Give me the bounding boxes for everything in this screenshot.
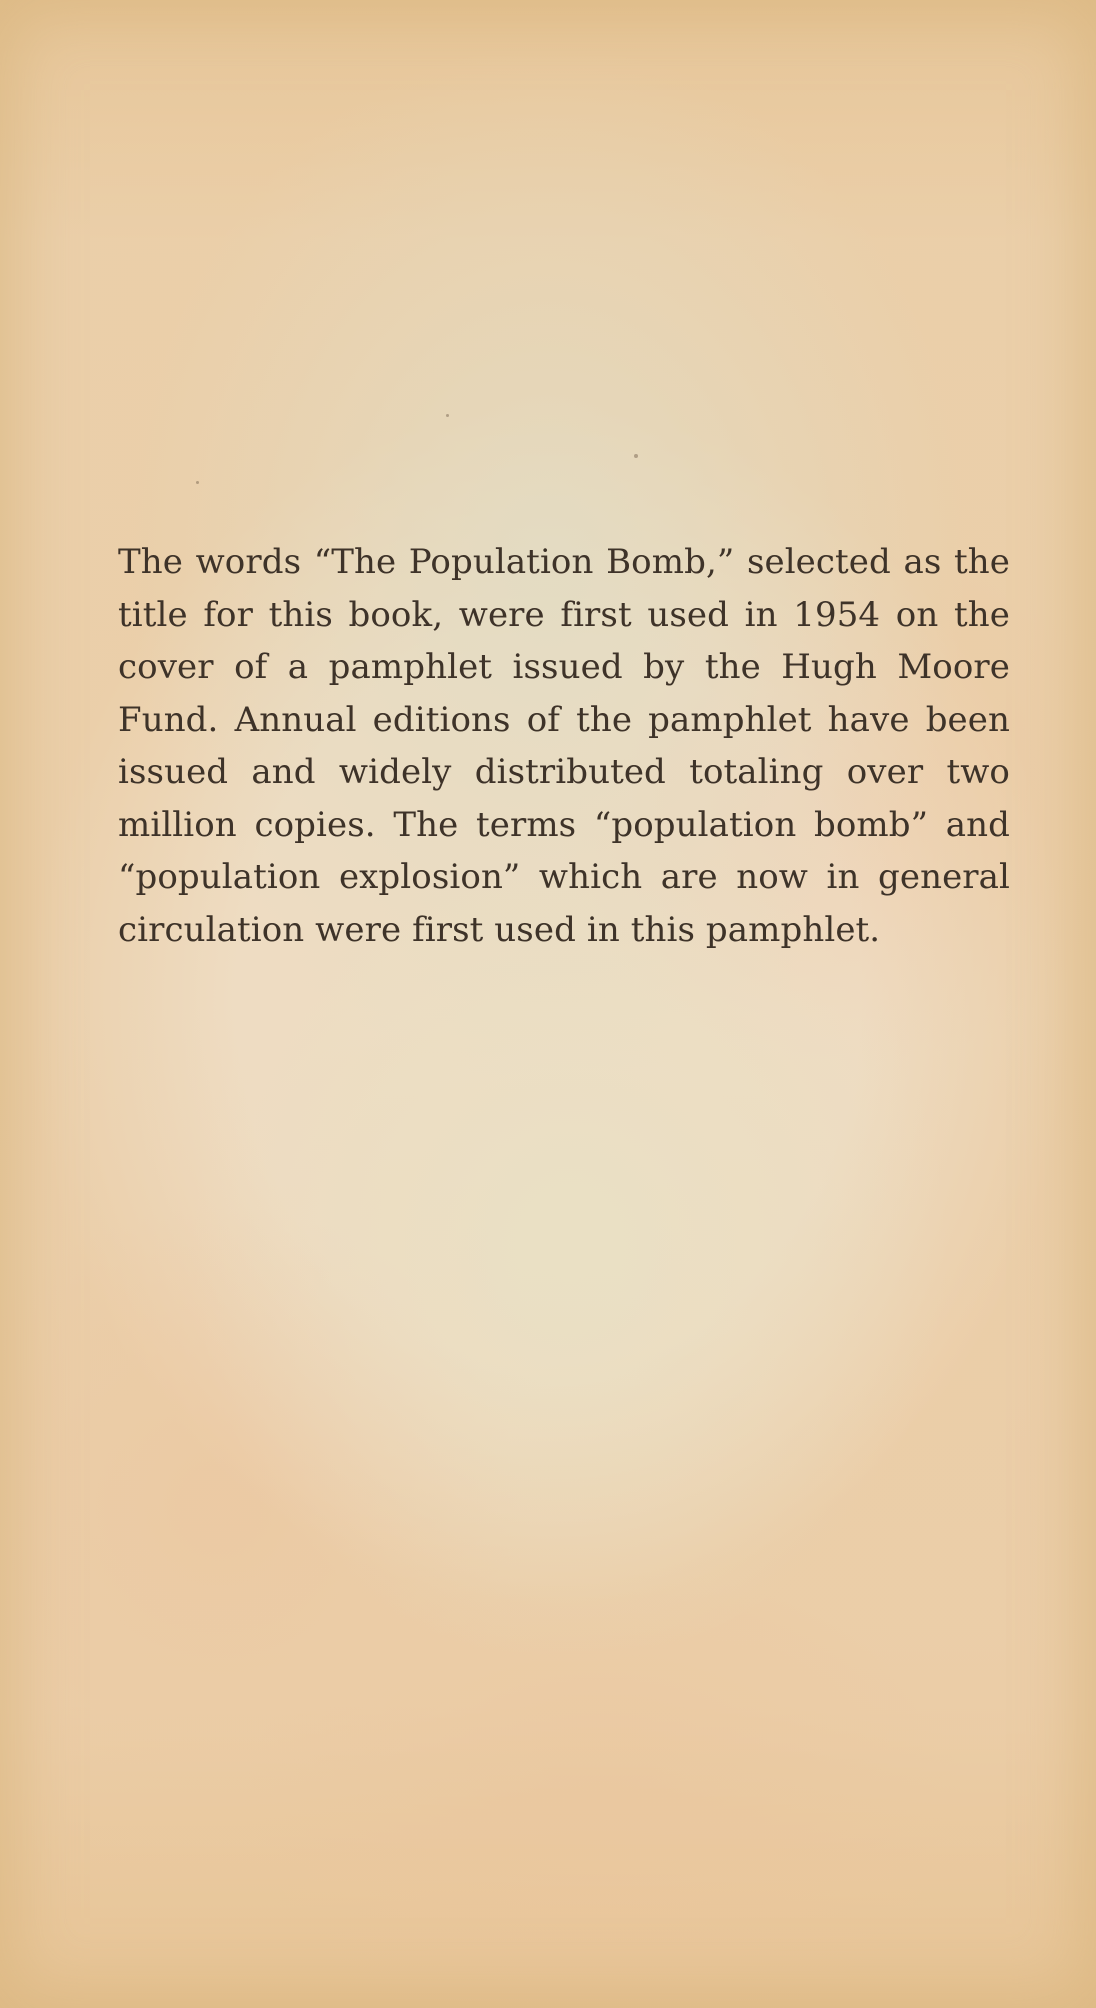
text-block [118,536,1010,956]
dedication-note: The words “The Population Bomb,” selected as the title for this book, were first used in 1954 on the cover of a pamphlet issued by the Hugh Moore Fund. Annual editions of the pamphlet have been issued and widely distributed totaling over two million copies. The terms “population bomb” and “population explosion” which are now in general circulation were first used in this pamphlet. [118,542,1010,950]
paper-speck [446,414,449,417]
paper-speck [196,481,199,484]
paper-speck [634,454,638,458]
